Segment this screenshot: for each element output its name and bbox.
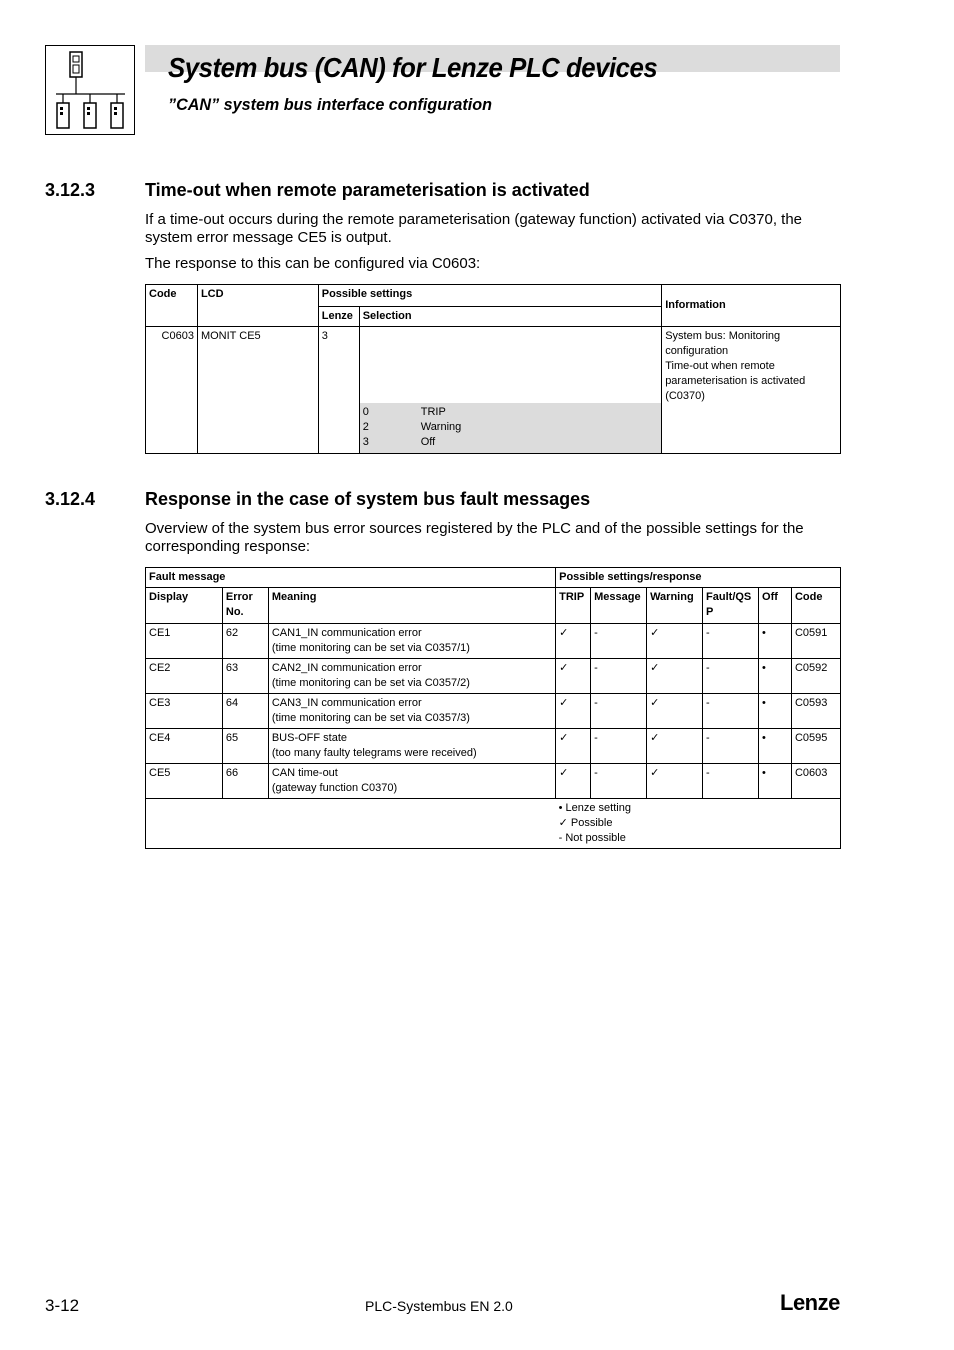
- cell-warning: ✓: [647, 764, 703, 799]
- cell-trip: ✓: [556, 624, 591, 659]
- section-title: Response in the case of system bus fault messages: [145, 489, 591, 509]
- selection-list: [360, 403, 661, 453]
- cell-off: •: [759, 694, 792, 729]
- col-header-selection: Selection: [359, 307, 661, 327]
- cell-off: •: [759, 659, 792, 694]
- col-header-trip: TRIP: [556, 588, 591, 624]
- paragraph: Overview of the system bus error sources registered by the PLC and of the possible settings for the corresponding response:: [145, 520, 804, 555]
- group-header-possible-settings: Possible settings/response: [556, 568, 841, 588]
- cell-message: -: [591, 729, 647, 764]
- cell-error-no: 63: [222, 659, 268, 694]
- cell-fault-qsp: -: [703, 694, 759, 729]
- table-row: [146, 624, 841, 659]
- col-header-information: Information: [662, 285, 841, 327]
- lenze-logo: Lenze: [780, 1290, 840, 1315]
- section-title: Time-out when remote parameterisation is activated: [145, 180, 590, 200]
- document-id: PLC-Systembus EN 2.0: [365, 1298, 513, 1314]
- paragraph: The response to this can be configured via C0603:: [145, 255, 481, 272]
- cell-meaning: CAN3_IN communication error (time monitoring can be set via C0357/3): [268, 694, 555, 729]
- fault-message-table: [145, 567, 841, 849]
- network-devices-icon: [46, 46, 134, 134]
- cell-selection: [359, 327, 661, 454]
- parameter-table: [145, 284, 841, 454]
- col-header-warning: Warning: [647, 588, 703, 624]
- col-header-lenze: Lenze: [318, 307, 359, 327]
- cell-display: CE4: [146, 729, 223, 764]
- cell-error-no: 64: [222, 694, 268, 729]
- cell-display: CE2: [146, 659, 223, 694]
- header-logo-box: [45, 45, 135, 135]
- table-row: [146, 729, 841, 764]
- table-row: [146, 659, 841, 694]
- cell-trip: ✓: [556, 729, 591, 764]
- cell-off: •: [759, 764, 792, 799]
- col-header-off: Off: [759, 588, 792, 624]
- cell-code: C0593: [791, 694, 840, 729]
- cell-error-no: 65: [222, 729, 268, 764]
- col-header-display: Display: [146, 588, 223, 624]
- table-row: [146, 764, 841, 799]
- legend: • Lenze setting ✓ Possible - Not possible: [556, 799, 841, 849]
- cell-warning: ✓: [647, 694, 703, 729]
- paragraph: If a time-out occurs during the remote parameterisation (gateway function) activated via C0370, the system error message CE5 is output.: [145, 211, 803, 246]
- col-header-code: Code: [791, 588, 840, 624]
- cell-warning: ✓: [647, 729, 703, 764]
- cell-message: -: [591, 764, 647, 799]
- cell-trip: ✓: [556, 659, 591, 694]
- cell-display: CE5: [146, 764, 223, 799]
- col-header-lcd: LCD: [197, 285, 318, 327]
- cell-error-no: 62: [222, 624, 268, 659]
- col-header-possible-settings: Possible settings: [318, 285, 661, 307]
- section-number: 3.12.3: [45, 180, 96, 200]
- cell-meaning: CAN1_IN communication error (time monitoring can be set via C0357/1): [268, 624, 555, 659]
- cell-warning: ✓: [647, 624, 703, 659]
- col-header-message: Message: [591, 588, 647, 624]
- cell-lcd: MONIT CE5: [197, 327, 318, 454]
- col-header-code: Code: [146, 285, 198, 327]
- cell-trip: ✓: [556, 764, 591, 799]
- cell-display: CE1: [146, 624, 223, 659]
- cell-message: -: [591, 624, 647, 659]
- selection-item: 3 Off: [362, 436, 436, 448]
- cell-lenze: 3: [318, 327, 359, 454]
- cell-code: C0591: [791, 624, 840, 659]
- selection-item: 0 TRIP: [362, 406, 446, 418]
- col-header-meaning: Meaning: [268, 588, 555, 624]
- cell-warning: ✓: [647, 659, 703, 694]
- cell-code: C0592: [791, 659, 840, 694]
- page-number: 3-12: [45, 1296, 80, 1315]
- cell-message: -: [591, 694, 647, 729]
- cell-off: •: [759, 729, 792, 764]
- col-header-error-no: Error No.: [222, 588, 268, 624]
- cell-fault-qsp: -: [703, 624, 759, 659]
- group-header-fault-message: Fault message: [146, 568, 556, 588]
- cell-meaning: CAN time-out (gateway function C0370): [268, 764, 555, 799]
- cell-code: C0595: [791, 729, 840, 764]
- cell-fault-qsp: -: [703, 764, 759, 799]
- cell-code: C0603: [791, 764, 840, 799]
- cell-error-no: 66: [222, 764, 268, 799]
- cell-information: System bus: Monitoring configuration Time-out when remote parameterisation is activated (C0370): [662, 327, 841, 454]
- selection-item: 2 Warning: [362, 421, 462, 433]
- page-title: System bus (CAN) for Lenze PLC devices: [168, 52, 658, 83]
- cell-meaning: BUS-OFF state (too many faulty telegrams were received): [268, 729, 555, 764]
- table-row: [146, 694, 841, 729]
- cell-meaning: CAN2_IN communication error (time monitoring can be set via C0357/2): [268, 659, 555, 694]
- cell-off: •: [759, 624, 792, 659]
- page-subtitle: ”CAN” system bus interface configuration: [168, 95, 492, 114]
- col-header-fault-qsp: Fault/QS P: [703, 588, 759, 624]
- legend-row: [146, 799, 841, 849]
- cell-fault-qsp: -: [703, 659, 759, 694]
- cell-code: C0603: [146, 327, 198, 454]
- cell-display: CE3: [146, 694, 223, 729]
- section-number: 3.12.4: [45, 489, 96, 509]
- cell-trip: ✓: [556, 694, 591, 729]
- cell-fault-qsp: -: [703, 729, 759, 764]
- cell-message: -: [591, 659, 647, 694]
